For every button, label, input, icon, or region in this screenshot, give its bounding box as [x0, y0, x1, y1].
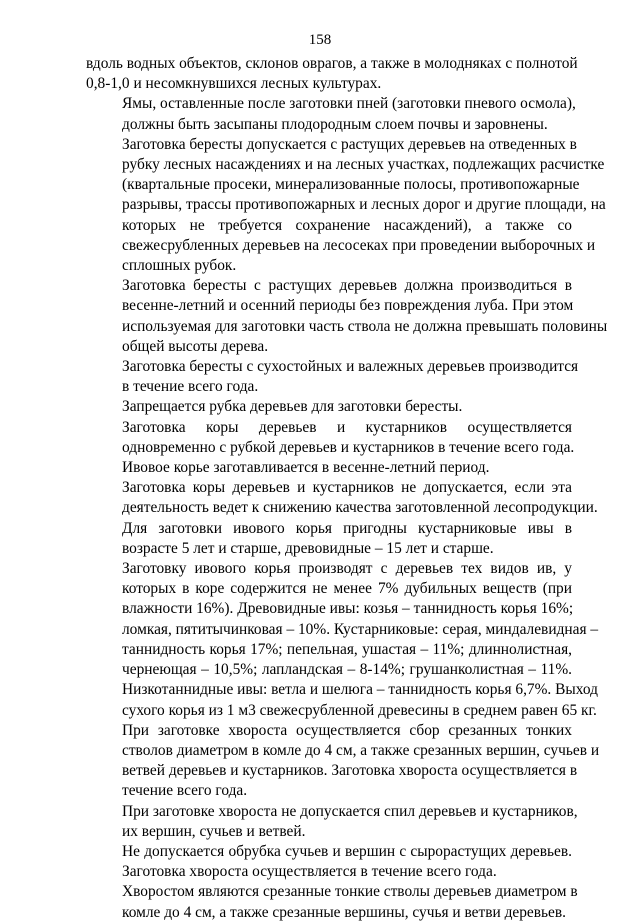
text-line: Заготовка хвороста осуществляется в течение всего года.: [122, 863, 497, 881]
text-line: рубку лесных насаждениях и на лесных участках, подлежащих расчистке: [122, 156, 605, 174]
text-line: При заготовке хвороста не допускается спил деревьев и кустарников,: [122, 802, 578, 820]
text-line: деятельность ведет к снижению качества заготовленной лесопродукции.: [122, 499, 598, 517]
text-line: Заготовка бересты с сухостойных и валежных деревьев производится: [122, 358, 579, 376]
text-line: 0,8-1,0 и несомкнувшихся лесных культурах.: [86, 75, 382, 93]
paragraph: [86, 418, 575, 479]
text-line: (квартальные просеки, минерализованные полосы, противопожарные: [122, 176, 580, 194]
paragraph: [86, 478, 598, 518]
text-line: комле до 4 см, а также срезанные вершины, сучья и ветви деревьев.: [122, 903, 566, 921]
paragraph: [86, 842, 572, 882]
text-line: должны быть засыпаны плодородным слоем почвы и заровнены.: [122, 115, 548, 133]
text-line: используемая для заготовки часть ствола не должна превышать половины: [122, 317, 608, 335]
text-line: вдоль водных объектов, склонов оврагов, а также в молодняках с полнотой: [86, 55, 578, 72]
text-line: свежесрубленных деревьев на лесосеках при проведении выборочных и: [122, 236, 596, 254]
text-line: таннидность корья 17%; пепельная, ушастая – 11%; длиннолистная,: [122, 640, 572, 658]
text-line: которых в коре содержится не менее 7% дубильных веществ (при: [122, 580, 572, 598]
document-body: [86, 54, 608, 923]
text-line: Заготовку ивового корья производят с деревьев тех видов ив, у: [122, 560, 572, 578]
paragraph: [86, 519, 572, 559]
paragraph: [86, 54, 578, 94]
text-line: Заготовка коры деревьев и кустарников не допускается, если эта: [122, 479, 572, 497]
text-line: сухого корья из 1 м3 свежесрубленной древесины в среднем равен 65 кг.: [122, 701, 597, 719]
paragraph: [86, 397, 572, 417]
paragraph: [86, 357, 579, 397]
text-line: сплошных рубок.: [122, 257, 237, 275]
text-line: Для заготовки ивового корья пригодны кустарниковые ивы в: [122, 519, 572, 537]
text-line: течение всего года.: [122, 782, 248, 800]
text-line: возрасте 5 лет и старше, древовидные – 15 лет и старше.: [122, 539, 494, 557]
text-line: Не допускается обрубка сучьев и вершин с сырорастущих деревьев.: [122, 842, 572, 860]
text-line: Хворостом являются срезанные тонкие стволы деревьев диаметром в: [122, 883, 578, 901]
paragraph: [86, 135, 606, 276]
text-line: общей высоты дерева.: [122, 337, 269, 355]
text-line: Ивовое корье заготавливается в весенне-летний период.: [122, 459, 490, 477]
text-line: чернеющая – 10,5%; лапландская – 8-14%; грушанколистная – 11%.: [122, 661, 572, 679]
text-line: Заготовка бересты допускается с растущих деревьев на отведенных в: [122, 135, 577, 153]
text-line: ветвей деревьев и кустарников. Заготовка хвороста осуществляется в: [122, 762, 578, 780]
text-line: разрывы, трассы противопожарных и лесных дорог и другие площади, на: [122, 196, 606, 214]
text-line: весенне-летний и осенний периоды без повреждения луба. При этом: [122, 297, 574, 315]
text-line: Низкотаннидные ивы: ветла и шелюга – таннидность корья 6,7%. Выход: [122, 681, 598, 699]
paragraph: [86, 802, 578, 842]
paragraph: [86, 721, 600, 802]
text-line: в течение всего года.: [122, 378, 259, 396]
text-line: одновременно с рубкой деревьев и кустарников в течение всего года.: [122, 438, 575, 456]
paragraph: [86, 882, 578, 922]
text-line: Заготовка коры деревьев и кустарников осуществляется: [122, 418, 572, 436]
paragraph: [86, 276, 608, 357]
text-line: Ямы, оставленные после заготовки пней (заготовки пневого осмола),: [122, 95, 576, 113]
text-line: ломкая, пятитычинковая – 10%. Кустарниковые: серая, миндалевидная –: [122, 620, 599, 638]
paragraph: [86, 559, 599, 721]
text-line: Запрещается рубка деревьев для заготовки бересты.: [122, 398, 463, 416]
text-line: влажности 16%). Древовидные ивы: козья – таннидность корья 16%;: [122, 600, 574, 618]
paragraph: [86, 94, 576, 134]
text-line: их вершин, сучьев и ветвей.: [122, 822, 306, 840]
text-line: стволов диаметром в комле до 4 см, а также срезанных вершин, сучьев и: [122, 741, 600, 759]
text-line: Заготовка бересты с растущих деревьев должна производиться в: [122, 277, 572, 295]
text-line: При заготовке хвороста осуществляется сбор срезанных тонких: [122, 721, 572, 739]
page-number: 158: [308, 32, 332, 48]
text-line: которых не требуется сохранение насаждений), а также со: [122, 216, 572, 234]
